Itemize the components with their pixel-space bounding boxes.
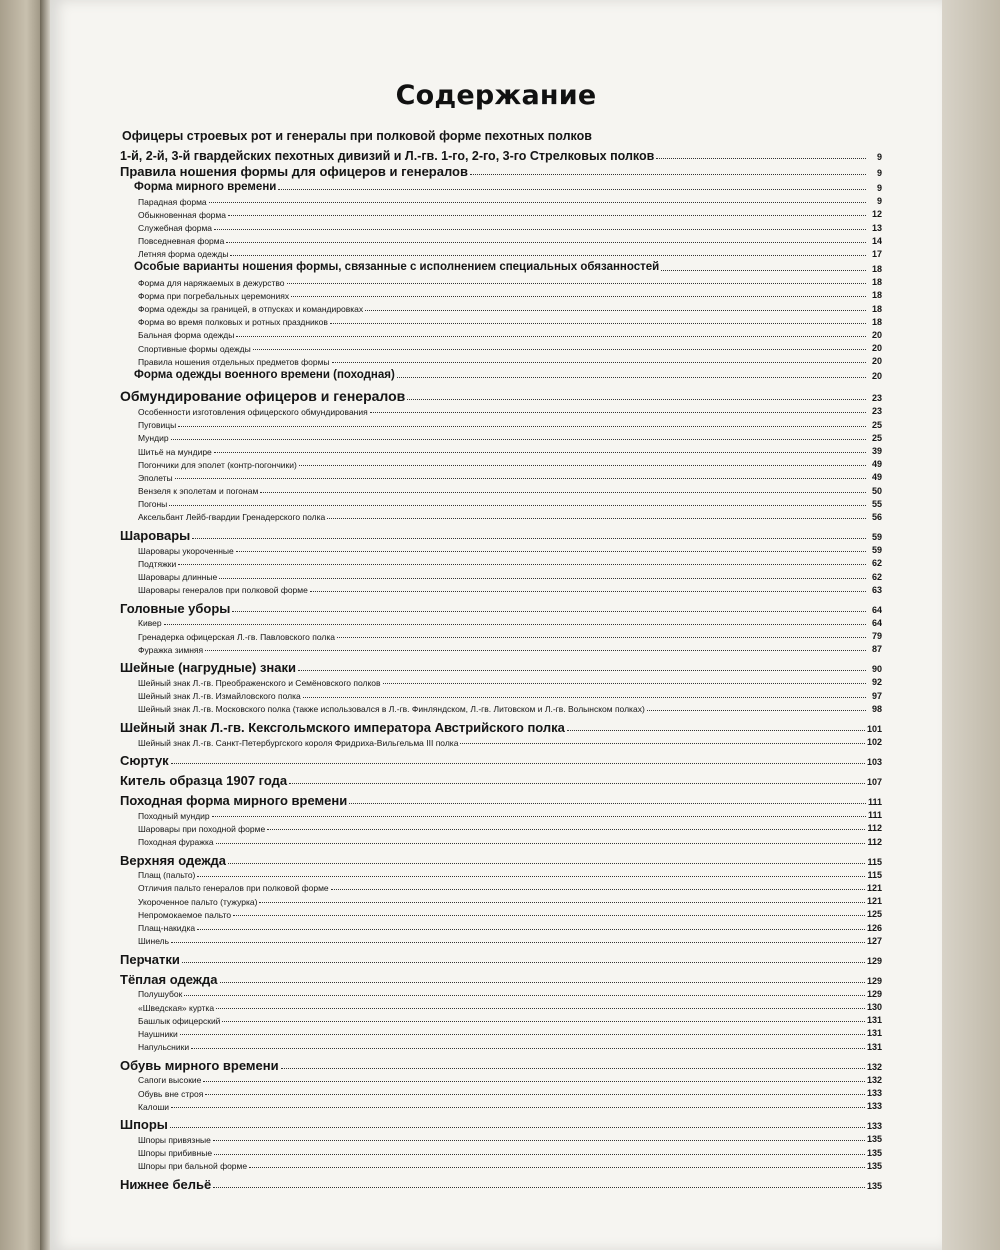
toc-entry-title: Башлык офицерский	[138, 1015, 221, 1026]
dot-leader	[470, 174, 866, 175]
dot-leader	[310, 591, 866, 592]
toc-entry-level-1[interactable]	[120, 387, 882, 403]
toc-entry-page: 133	[866, 1121, 882, 1132]
toc-entry-level-3[interactable]	[120, 867, 882, 880]
dot-leader	[191, 1048, 865, 1049]
toc-entry-title: Форма мирного времени	[134, 180, 277, 193]
toc-entry-level-3[interactable]	[120, 353, 882, 366]
toc-entry-level-3[interactable]	[120, 687, 882, 700]
toc-entry-level-3[interactable]	[120, 641, 882, 654]
toc-entry-level-3[interactable]	[120, 274, 882, 287]
toc-entry-level-3[interactable]	[120, 1144, 882, 1157]
toc-entry-title: Походный мундир	[138, 810, 210, 821]
toc-entry-page: 135	[866, 1180, 882, 1191]
dot-leader	[232, 611, 866, 612]
toc-entry-page: 129	[866, 988, 882, 999]
toc-entry-page: 133	[866, 1101, 882, 1112]
dot-leader	[222, 1021, 865, 1022]
toc-entry-level-3[interactable]	[120, 246, 882, 259]
toc-entry-page: 25	[871, 432, 882, 443]
toc-entry-level-3[interactable]	[120, 893, 882, 906]
dot-leader	[253, 349, 866, 350]
toc-entry-page: 131	[866, 1028, 882, 1039]
toc-entry-page: 49	[871, 459, 882, 470]
dot-leader	[219, 578, 866, 579]
toc-entry-title: Напульсники	[138, 1042, 190, 1053]
toc-header-line-2[interactable]	[120, 147, 882, 162]
toc-entry-level-3[interactable]	[120, 734, 882, 747]
toc-entry-page: 20	[871, 356, 882, 367]
dot-leader	[213, 1187, 865, 1188]
toc-entry-page: 125	[866, 909, 882, 920]
toc-entry-level-3[interactable]	[120, 1098, 882, 1111]
toc-entry-title: Форма для наряжаемых в дежурство	[138, 277, 285, 288]
toc-entry-page: 18	[871, 316, 882, 327]
toc-entry-title: Шаровары длинные	[138, 572, 218, 582]
toc-entry-page: 63	[871, 584, 882, 595]
toc-entry-title: Обмундирование офицеров и генералов	[120, 388, 406, 405]
dot-leader	[370, 412, 866, 413]
toc-entry-level-3[interactable]	[120, 403, 882, 416]
toc-entry-title: Укороченное пальто (тужурка)	[138, 896, 258, 907]
toc-entry-title: Кивер	[138, 618, 162, 629]
toc-entry-page: 126	[866, 922, 882, 933]
toc-entry-level-3[interactable]	[120, 482, 882, 495]
dot-leader	[171, 763, 865, 764]
toc-entry-page: 9	[876, 196, 882, 207]
toc-entry-page: 115	[867, 856, 882, 867]
toc-entry-title: Пуговицы	[138, 420, 177, 431]
dot-leader	[216, 843, 866, 844]
dot-leader	[214, 229, 866, 230]
toc-entry-page: 103	[866, 757, 882, 767]
dot-leader	[260, 492, 866, 493]
toc-entry-level-3[interactable]	[120, 555, 882, 568]
toc-entry-title: Парадная форма	[138, 196, 207, 207]
toc-entry-page: 9	[876, 168, 882, 178]
toc-entry-level-3[interactable]	[120, 327, 882, 340]
dot-leader	[259, 902, 865, 903]
toc-entry-level-3[interactable]	[120, 674, 882, 687]
dot-leader	[278, 189, 866, 190]
dot-leader	[205, 650, 866, 651]
toc-entry-title: Отличия пальто генералов при полковой форме	[138, 883, 329, 894]
toc-entry-level-3[interactable]	[120, 833, 882, 846]
toc-entry-title: Погоны	[138, 499, 168, 510]
dot-leader	[656, 158, 866, 159]
toc-entry-title: Обувь мирного времени	[120, 1057, 279, 1073]
dot-leader	[230, 255, 866, 256]
toc-entry-level-2[interactable]	[120, 368, 882, 381]
toc-entry-level-3[interactable]	[120, 430, 882, 443]
page-stack-edge	[942, 0, 1000, 1250]
toc-entry-page: 121	[866, 882, 882, 893]
toc-entry-level-3[interactable]	[120, 193, 882, 206]
toc-entry-level-1[interactable]	[120, 1058, 882, 1072]
toc-entry-level-3[interactable]	[120, 206, 882, 219]
toc-entry-title: Походная фуражка	[138, 837, 214, 848]
toc-entry-level-3[interactable]	[120, 509, 882, 522]
dot-leader	[203, 1081, 865, 1082]
toc-entry-level-3[interactable]	[120, 456, 882, 469]
toc-entry-title: Обувь вне строя	[138, 1088, 204, 1099]
dot-leader	[365, 310, 866, 311]
toc-entry-title: Гренадерка офицерская Л.-гв. Павловского полка	[138, 631, 335, 642]
dot-leader	[249, 1167, 865, 1168]
dot-leader	[291, 296, 866, 297]
toc-entry-level-3[interactable]	[120, 1085, 882, 1098]
dot-leader	[330, 323, 866, 324]
toc-entry-title: Полушубок	[138, 989, 183, 1000]
dot-leader	[228, 863, 865, 864]
toc-entry-level-2[interactable]	[120, 180, 882, 193]
toc-entry-level-1[interactable]	[120, 853, 882, 867]
dot-leader	[332, 362, 866, 363]
dot-leader	[214, 1154, 865, 1155]
toc-entry-page: 135	[866, 1160, 882, 1171]
toc-entry-title: Сюртук	[120, 753, 169, 768]
toc-entry-title: Спортивные формы одежды	[138, 343, 251, 354]
dot-leader	[661, 270, 866, 271]
toc-entry-page: 25	[871, 419, 882, 430]
toc-entry-level-1[interactable]	[120, 660, 882, 674]
dot-leader	[171, 1107, 865, 1108]
toc-entry-page: 115	[867, 869, 882, 880]
dot-leader	[169, 505, 866, 506]
dot-leader	[209, 202, 866, 203]
toc-entry-level-3[interactable]	[120, 1012, 882, 1025]
toc-entry-title: Шпоры прибивные	[138, 1148, 213, 1159]
toc-entry-level-3[interactable]	[120, 219, 882, 232]
toc-entry-level-1[interactable]	[120, 793, 882, 807]
toc-entry-page: 121	[866, 896, 882, 907]
toc-entry-title: Форма во время полковых и ротных праздников	[138, 317, 328, 328]
toc-entry-level-3[interactable]	[120, 314, 882, 327]
toc-entry-title: Наушники	[138, 1028, 178, 1039]
toc-entry-page: 102	[866, 737, 882, 747]
toc-entry-title: Бальная форма одежды	[138, 330, 235, 341]
toc-entry-level-1[interactable]	[120, 164, 882, 178]
toc-entry-level-3[interactable]	[120, 582, 882, 595]
dot-leader	[228, 215, 866, 216]
dot-leader	[197, 929, 865, 930]
toc-entry-title: Обыкновенная форма	[138, 209, 226, 220]
toc-entry-level-3[interactable]	[120, 1131, 882, 1144]
toc-entry-page: 55	[871, 498, 882, 509]
toc-entry-level-3[interactable]	[120, 1025, 882, 1038]
dot-leader	[383, 683, 866, 684]
dot-leader	[216, 1008, 865, 1009]
toc-entry-page: 131	[866, 1015, 882, 1026]
toc-entry-level-3[interactable]	[120, 807, 882, 820]
dot-leader	[220, 982, 865, 983]
toc-entry-level-3[interactable]	[120, 999, 882, 1012]
dot-leader	[349, 803, 866, 804]
toc-header-line-2-text: 1-й, 2-й, 3-й гвардейских пехотных дивизий и Л.-гв. 1-го, 2-го, 3-го Стрелковых полков	[120, 148, 655, 163]
toc-entry-page: 18	[871, 303, 882, 314]
toc-entry-title: Фуражка зимняя	[138, 644, 204, 655]
toc-entry-page: 130	[866, 1002, 882, 1013]
dot-leader	[281, 1068, 865, 1069]
toc-entry-page: 107	[866, 777, 882, 787]
toc-entry-title: Летняя форма одежды	[138, 249, 229, 260]
toc-entry-level-1[interactable]	[120, 773, 882, 787]
toc-header-page: 9	[876, 152, 882, 162]
toc-entry-page: 18	[871, 263, 882, 274]
toc-entry-title: Шейный знак Л.-гв. Преображенского и Семёновского полков	[138, 677, 381, 688]
toc-entry-title: Правила ношения формы для офицеров и генералов	[120, 164, 468, 179]
toc-entry-level-3[interactable]	[120, 496, 882, 509]
dot-leader	[289, 783, 865, 784]
toc-entry-level-3[interactable]	[120, 820, 882, 833]
toc-entry-page: 62	[871, 571, 882, 582]
toc-entry-title: Шпоры	[120, 1117, 168, 1133]
toc-entry-page: 20	[871, 371, 882, 382]
dot-leader	[236, 336, 866, 337]
toc-entry-title: Тёплая одежда	[120, 971, 218, 987]
toc-entry-title: Шейный знак Л.-гв. Санкт-Петербургского короля Фридриха-Вильгельма III полка	[138, 737, 459, 748]
dot-leader	[298, 670, 866, 671]
toc-entry-page: 132	[866, 1074, 882, 1085]
toc-entry-page: 112	[867, 836, 882, 847]
dot-leader	[299, 465, 866, 466]
dot-leader	[205, 1094, 865, 1095]
toc-entry-page: 97	[871, 690, 882, 701]
dot-leader	[267, 829, 865, 830]
toc-entry-level-3[interactable]	[120, 300, 882, 313]
toc-entry-title: Особенности изготовления офицерского обмундирования	[138, 406, 368, 417]
toc-entry-page: 13	[871, 222, 882, 233]
toc-entry-page: 49	[871, 472, 882, 483]
toc-entry-page: 111	[867, 797, 882, 807]
toc-entry-level-3[interactable]	[120, 933, 882, 946]
toc-entry-page: 98	[871, 703, 882, 714]
toc-entry-title: Походная форма мирного времени	[120, 793, 348, 808]
toc-entry-level-1[interactable]	[120, 720, 882, 734]
toc-entry-level-3[interactable]	[120, 919, 882, 932]
dot-leader	[226, 242, 866, 243]
dot-leader	[213, 1140, 865, 1141]
dot-leader	[170, 1127, 865, 1128]
toc-entry-title: Шейные (нагрудные) знаки	[120, 660, 297, 676]
toc-entry-title: Сапоги высокие	[138, 1075, 202, 1086]
toc-entry-title: Нижнее бельё	[120, 1176, 212, 1192]
toc-entry-title: Шитьё на мундире	[138, 446, 212, 457]
dot-leader	[331, 889, 865, 890]
toc-entry-level-3[interactable]	[120, 880, 882, 893]
toc-entry-level-3[interactable]	[120, 287, 882, 300]
toc-entry-level-3[interactable]	[120, 1072, 882, 1085]
dot-leader	[180, 1034, 865, 1035]
dot-leader	[567, 730, 865, 731]
dot-leader	[175, 478, 866, 479]
dot-leader	[460, 743, 865, 744]
toc-entry-level-3[interactable]	[120, 701, 882, 714]
toc-entry-title: Шаровары генералов при полковой форме	[138, 585, 308, 596]
toc-entry-page: 79	[871, 631, 882, 642]
toc-entry-title: Правила ношения отдельных предметов формы	[138, 356, 330, 367]
toc-entry-title: Плащ (пальто)	[138, 870, 196, 881]
toc-entry-title: Мундир	[138, 433, 169, 444]
dot-leader	[171, 439, 866, 440]
toc-entry-title: Повседневная форма	[138, 236, 225, 247]
toc-entry-page: 111	[867, 810, 882, 821]
toc-entry-page: 23	[871, 393, 882, 404]
toc-entry-title: Подтяжки	[138, 558, 177, 569]
toc-entry-title: Форма одежды военного времени (походная)	[134, 368, 395, 381]
toc-entry-level-1[interactable]	[120, 1177, 882, 1191]
dot-leader	[192, 538, 866, 539]
toc-entry-title: Шаровары при походной форме	[138, 823, 266, 834]
toc-entry-page: 20	[871, 329, 882, 340]
toc-entry-level-3[interactable]	[120, 443, 882, 456]
toc-entry-page: 131	[866, 1041, 882, 1052]
toc-entry-page: 112	[867, 823, 882, 834]
toc-entry-page: 90	[871, 664, 882, 675]
toc-entry-title: Перчатки	[120, 951, 180, 967]
toc-entry-title: Аксельбант Лейб-гвардии Гренадерского полка	[138, 512, 326, 523]
toc-entry-title: Погончики для эполет (контр-погончики)	[138, 459, 297, 470]
dot-leader	[337, 637, 866, 638]
toc-entry-page: 14	[871, 235, 882, 246]
toc-entry-page: 129	[866, 975, 882, 986]
toc-entry-level-1[interactable]	[120, 601, 882, 615]
toc-entry-page: 59	[871, 531, 882, 542]
toc-entry-page: 18	[871, 290, 882, 301]
toc-entry-level-1[interactable]	[120, 972, 882, 986]
toc-entry-page: 132	[866, 1061, 882, 1072]
toc-entry-page: 133	[866, 1088, 882, 1098]
toc-entry-page: 64	[871, 604, 882, 615]
toc-entry-title: Шпоры при бальной форме	[138, 1161, 248, 1172]
toc-entry-title: Форма одежды за границей, в отпусках и командировках	[138, 304, 364, 314]
toc-entry-title: «Шведская» куртка	[138, 1002, 215, 1013]
dot-leader	[171, 942, 865, 943]
toc-entry-page: 18	[871, 277, 882, 288]
toc-entry-page: 20	[871, 343, 882, 354]
toc-entry-title: Эполеты	[138, 472, 173, 483]
toc-entry-title: Служебная форма	[138, 223, 213, 234]
dot-leader	[327, 518, 866, 519]
toc-entry-title: Плащ-накидка	[138, 923, 196, 933]
toc-entry-page: 50	[871, 485, 882, 496]
toc-entry-title: Китель образца 1907 года	[120, 773, 288, 788]
toc-entry-title: Шаровары укороченные	[138, 545, 234, 556]
toc-entry-page: 62	[871, 558, 882, 569]
toc-entry-title: Шейный знак Л.-гв. Кексгольмского императора Австрийского полка	[120, 719, 565, 735]
toc-entry-level-3[interactable]	[120, 615, 882, 628]
toc-entry-level-3[interactable]	[120, 542, 882, 555]
toc-entry-title: Вензеля к эполетам и погонам	[138, 486, 259, 497]
dot-leader	[397, 377, 866, 378]
toc-entry-level-3[interactable]	[120, 1038, 882, 1051]
toc-entry-page: 135	[866, 1147, 882, 1158]
dot-leader	[647, 710, 866, 711]
toc-entry-level-3[interactable]	[120, 906, 882, 919]
toc-entry-level-2[interactable]	[120, 261, 882, 274]
dot-leader	[182, 962, 865, 963]
toc-entry-title: Шейный знак Л.-гв. Измайловского полка	[138, 691, 301, 702]
toc-entry-level-3[interactable]	[120, 568, 882, 581]
dot-leader	[164, 624, 866, 625]
toc-entry-page: 87	[871, 644, 882, 655]
dot-leader	[178, 426, 866, 427]
toc-entry-level-3[interactable]	[120, 416, 882, 429]
dot-leader	[233, 915, 865, 916]
toc-entry-page: 64	[871, 617, 882, 628]
toc-entry-title: Шинель	[138, 936, 170, 947]
toc-entry-level-1[interactable]	[120, 1117, 882, 1131]
dot-leader	[407, 399, 866, 400]
toc-header-line-1: Офицеры строевых рот и генералы при полковой форме пехотных полков	[122, 129, 592, 143]
dot-leader	[184, 995, 865, 996]
toc-entry-title: Непромокаемое пальто	[138, 909, 232, 920]
dot-leader	[236, 551, 866, 552]
toc-entry-page: 101	[866, 723, 882, 734]
toc-entries	[120, 164, 882, 1191]
toc-entry-page: 23	[871, 406, 882, 417]
dot-leader	[214, 452, 866, 453]
toc-entry-level-3[interactable]	[120, 628, 882, 641]
toc-entry-page: 135	[866, 1134, 882, 1145]
toc-entry-title: Головные уборы	[120, 600, 231, 616]
toc-entry-title: Калоши	[138, 1101, 170, 1112]
toc-entry-level-3[interactable]	[120, 986, 882, 999]
toc-entry-title: Шейный знак Л.-гв. Московского полка (также использовался в Л.-гв. Финляндском, Л.-гв. Литовском и Л.-гв. Волынском полках)	[138, 704, 645, 715]
toc-entry-page: 59	[871, 545, 882, 556]
toc-entry-level-3[interactable]	[120, 233, 882, 246]
toc-entry-page: 127	[866, 935, 882, 946]
toc-entry-level-1[interactable]	[120, 528, 882, 542]
toc-entry-page: 12	[871, 209, 882, 220]
toc-entry-page: 9	[876, 183, 882, 193]
toc-entry-title: Шпоры привязные	[138, 1134, 211, 1145]
dot-leader	[303, 697, 866, 698]
toc-entry-title: Шаровары	[120, 527, 191, 543]
toc-entry-page: 39	[871, 446, 882, 456]
dot-leader	[287, 283, 866, 284]
toc-entry-page: 56	[871, 511, 882, 522]
toc-entry-title: Верхняя одежда	[120, 852, 227, 868]
page-title: Содержание	[395, 80, 597, 111]
dot-leader	[212, 816, 866, 817]
dot-leader	[197, 876, 865, 877]
toc-entry-level-3[interactable]	[120, 1158, 882, 1171]
toc-entry-page: 92	[871, 677, 882, 688]
toc-entry-level-1[interactable]	[120, 753, 882, 767]
toc-entry-page: 129	[866, 955, 882, 966]
toc-entry-title: Форма при погребальных церемониях	[138, 290, 290, 301]
toc-entry-level-3[interactable]	[120, 469, 882, 482]
dot-leader	[178, 564, 866, 565]
toc-entry-title: Особые варианты ношения формы, связанные с исполнением специальных обязанностей	[134, 261, 660, 274]
table-of-contents	[120, 129, 882, 1191]
toc-entry-level-3[interactable]	[120, 340, 882, 353]
toc-entry-page: 17	[871, 248, 882, 259]
toc-entry-level-1[interactable]	[120, 952, 882, 966]
